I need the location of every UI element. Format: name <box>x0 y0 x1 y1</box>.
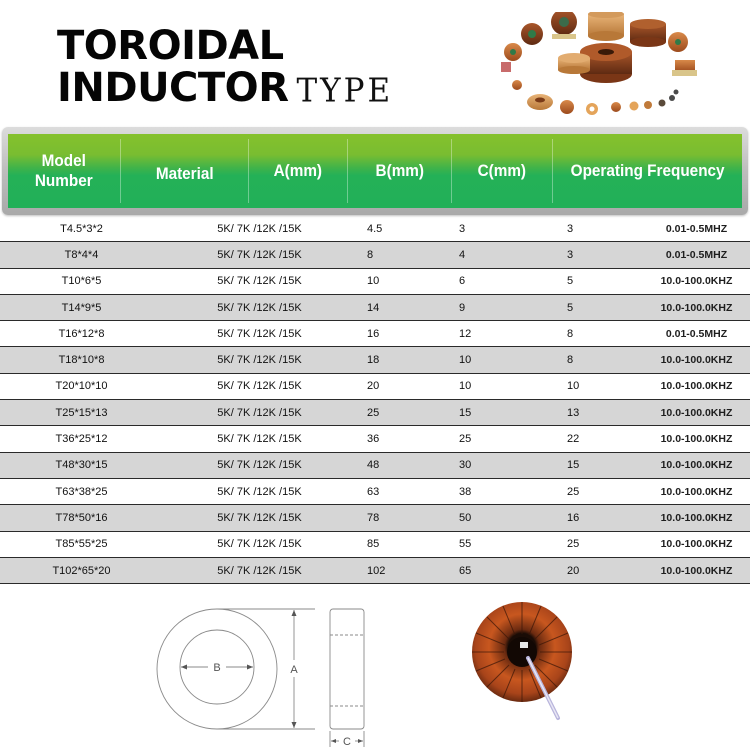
cell-operating-frequency: 10.0-100.0KHZ <box>660 564 733 577</box>
cell-operating-frequency: 10.0-100.0KHZ <box>660 433 733 446</box>
table-row <box>0 532 750 558</box>
table-row <box>0 400 750 426</box>
title-line-2 <box>57 65 394 111</box>
table-row <box>0 374 750 400</box>
cell-a-mm: 25 <box>367 406 380 419</box>
title-line-1: TOROIDAL <box>57 23 284 69</box>
cell-operating-frequency: 10.0-100.0KHZ <box>660 459 733 472</box>
cell-a-mm: 20 <box>367 380 380 393</box>
cell-a-mm: 4.5 <box>367 222 383 235</box>
cell-a-mm: 10 <box>367 275 380 288</box>
cell-model-number: T36*25*12 <box>55 433 108 446</box>
cell-operating-frequency: 10.0-100.0KHZ <box>660 485 733 498</box>
header-divider <box>451 139 452 203</box>
cell-a-mm: 36 <box>367 433 380 446</box>
cell-c-mm: 13 <box>567 406 580 419</box>
header-model-line1: Model <box>41 151 86 170</box>
cell-material: 5K/ 7K /12K /15K <box>217 327 302 340</box>
cell-b-mm: 3 <box>459 222 466 235</box>
cell-model-number: T102*65*20 <box>52 564 111 577</box>
cell-material: 5K/ 7K /12K /15K <box>217 433 302 446</box>
cell-a-mm: 78 <box>367 511 380 524</box>
table-row <box>0 505 750 531</box>
cell-operating-frequency: 10.0-100.0KHZ <box>660 511 733 524</box>
cell-c-mm: 8 <box>567 327 574 340</box>
cell-b-mm: 38 <box>459 485 472 498</box>
cell-c-mm: 3 <box>567 248 574 261</box>
cell-b-mm: 25 <box>459 433 472 446</box>
cell-model-number: T8*4*4 <box>64 248 99 261</box>
cell-b-mm: 55 <box>459 538 472 551</box>
cell-b-mm: 65 <box>459 564 472 577</box>
table-row <box>0 216 750 242</box>
cell-b-mm: 6 <box>459 275 466 288</box>
side-view-outline <box>330 609 364 729</box>
dimension-diagram <box>140 595 390 750</box>
header-operating-frequency: Operating Frequency <box>570 161 725 180</box>
cell-a-mm: 85 <box>367 538 380 551</box>
cell-model-number: T85*55*25 <box>55 538 108 551</box>
table-header-frame <box>2 127 748 215</box>
cell-operating-frequency: 0.01-0.5MHZ <box>665 222 728 235</box>
table-header <box>8 134 742 208</box>
header-material: Material <box>155 164 214 183</box>
cell-model-number: T16*12*8 <box>58 327 105 340</box>
cell-operating-frequency: 10.0-100.0KHZ <box>660 275 733 288</box>
cell-material: 5K/ 7K /12K /15K <box>217 275 302 288</box>
cell-a-mm: 48 <box>367 459 380 472</box>
cell-model-number: T25*15*13 <box>55 406 108 419</box>
cell-c-mm: 10 <box>567 380 580 393</box>
cell-operating-frequency: 10.0-100.0KHZ <box>660 301 733 314</box>
cell-c-mm: 25 <box>567 485 580 498</box>
cell-c-mm: 5 <box>567 275 574 288</box>
table-row <box>0 347 750 373</box>
cell-material: 5K/ 7K /12K /15K <box>217 406 302 419</box>
label-c: C <box>343 736 351 748</box>
table-row <box>0 453 750 479</box>
cell-b-mm: 10 <box>459 354 472 367</box>
cell-b-mm: 10 <box>459 380 472 393</box>
cell-model-number: T63*38*25 <box>55 485 108 498</box>
title-main-word: INDUCTOR <box>57 65 289 111</box>
cell-c-mm: 25 <box>567 538 580 551</box>
cell-c-mm: 3 <box>567 222 574 235</box>
cell-a-mm: 16 <box>367 327 380 340</box>
header-divider <box>248 139 249 203</box>
cell-a-mm: 18 <box>367 354 380 367</box>
cell-material: 5K/ 7K /12K /15K <box>217 354 302 367</box>
table-row <box>0 269 750 295</box>
cell-b-mm: 50 <box>459 511 472 524</box>
header-c-mm: C(mm) <box>477 161 527 180</box>
cell-b-mm: 15 <box>459 406 472 419</box>
table-row <box>0 242 750 268</box>
cell-c-mm: 22 <box>567 433 580 446</box>
header-a-mm: A(mm) <box>273 161 323 180</box>
header-divider <box>120 139 121 203</box>
cell-model-number: T18*10*8 <box>58 354 105 367</box>
cell-b-mm: 4 <box>459 248 466 261</box>
table-row <box>0 558 750 584</box>
cell-a-mm: 102 <box>367 564 386 577</box>
cell-operating-frequency: 10.0-100.0KHZ <box>660 380 733 393</box>
header-b-mm: B(mm) <box>375 161 424 180</box>
cell-material: 5K/ 7K /12K /15K <box>217 459 302 472</box>
cell-c-mm: 15 <box>567 459 580 472</box>
cell-c-mm: 8 <box>567 354 574 367</box>
cell-c-mm: 20 <box>567 564 580 577</box>
cell-model-number: T20*10*10 <box>55 380 108 393</box>
cell-material: 5K/ 7K /12K /15K <box>217 248 302 261</box>
toroidal-coil-photo <box>470 600 582 730</box>
spec-table <box>0 216 750 584</box>
table-row <box>0 479 750 505</box>
cell-operating-frequency: 0.01-0.5MHZ <box>665 327 728 340</box>
page-title <box>57 23 394 111</box>
title-sub-word: TYPE <box>296 72 394 110</box>
cell-model-number: T48*30*15 <box>55 459 108 472</box>
cell-material: 5K/ 7K /12K /15K <box>217 301 302 314</box>
cell-material: 5K/ 7K /12K /15K <box>217 380 302 393</box>
cell-b-mm: 30 <box>459 459 472 472</box>
table-row <box>0 295 750 321</box>
table-row <box>0 426 750 452</box>
cell-b-mm: 12 <box>459 327 472 340</box>
cell-operating-frequency: 0.01-0.5MHZ <box>665 248 728 261</box>
cell-model-number: T4.5*3*2 <box>60 222 103 235</box>
cell-model-number: T10*6*5 <box>61 275 102 288</box>
cell-c-mm: 16 <box>567 511 580 524</box>
cell-operating-frequency: 10.0-100.0KHZ <box>660 538 733 551</box>
cell-material: 5K/ 7K /12K /15K <box>217 564 302 577</box>
cell-a-mm: 8 <box>367 248 374 261</box>
cell-c-mm: 5 <box>567 301 574 314</box>
cell-a-mm: 14 <box>367 301 380 314</box>
cell-material: 5K/ 7K /12K /15K <box>217 511 302 524</box>
cell-b-mm: 9 <box>459 301 466 314</box>
cell-model-number: T78*50*16 <box>55 511 108 524</box>
header-divider <box>347 139 348 203</box>
cell-operating-frequency: 10.0-100.0KHZ <box>660 406 733 419</box>
cell-a-mm: 63 <box>367 485 380 498</box>
cell-material: 5K/ 7K /12K /15K <box>217 485 302 498</box>
cell-material: 5K/ 7K /12K /15K <box>217 222 302 235</box>
table-row <box>0 321 750 347</box>
label-b: B <box>213 662 221 674</box>
product-cluster-image <box>488 12 750 117</box>
header-divider <box>552 139 553 203</box>
cell-model-number: T14*9*5 <box>61 301 102 314</box>
header-model-line2: Number <box>34 171 93 190</box>
label-a: A <box>290 664 298 676</box>
cell-material: 5K/ 7K /12K /15K <box>217 538 302 551</box>
header-model-number <box>14 134 114 208</box>
cell-operating-frequency: 10.0-100.0KHZ <box>660 354 733 367</box>
